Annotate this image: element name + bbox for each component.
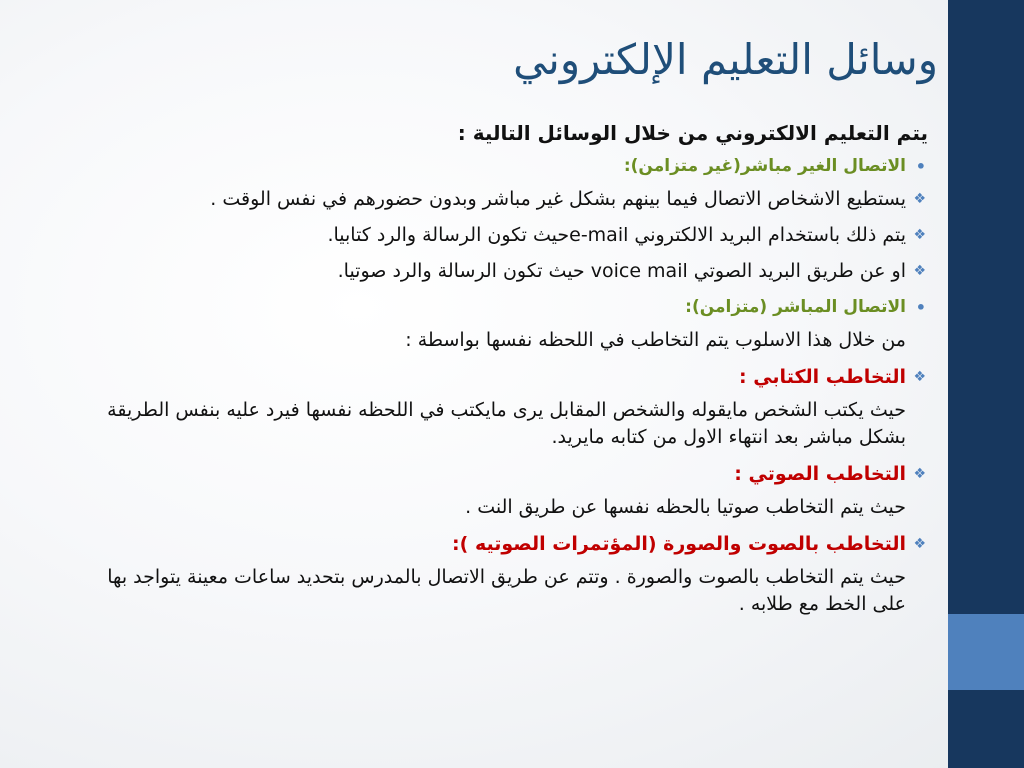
async-point-text: يستطيع الاشخاص الاتصال فيما بينهم بشكل غير مباشر وبدون حضورهم في نفس الوقت . bbox=[210, 188, 906, 210]
bullet-dot-icon: • bbox=[915, 298, 926, 317]
av-heading-label: التخاطب بالصوت والصورة (المؤتمرات الصوتيه ): bbox=[452, 533, 906, 555]
voice-text: حيث يتم التخاطب صوتيا بالحظه نفسها عن طريق النت . bbox=[465, 496, 906, 518]
async-point-text: او عن طريق البريد الصوتي voice mail حيث تكون الرسالة والرد صوتيا. bbox=[337, 260, 906, 282]
async-heading-label: الاتصال الغير مباشر(غير متزامن): bbox=[623, 156, 906, 176]
sync-heading bbox=[78, 294, 928, 321]
written-heading-label: التخاطب الكتابي : bbox=[738, 366, 906, 388]
diamond-bullet-icon: ❖ bbox=[913, 227, 926, 243]
av-heading bbox=[78, 531, 928, 558]
diamond-bullet-icon: ❖ bbox=[913, 191, 926, 207]
diamond-bullet-icon: ❖ bbox=[913, 263, 926, 279]
async-point bbox=[78, 222, 928, 249]
sidebar-accent-band bbox=[948, 614, 1024, 690]
async-point-text: يتم ذلك باستخدام البريد الالكتروني e-mailحيث تكون الرسالة والرد كتابيا. bbox=[327, 224, 906, 246]
diamond-bullet-icon: ❖ bbox=[913, 536, 926, 552]
sync-intro: من خلال هذا الاسلوب يتم التخاطب في اللحظه نفسها بواسطة : bbox=[405, 329, 906, 351]
async-point bbox=[78, 258, 928, 285]
async-point bbox=[78, 186, 928, 213]
slide-content bbox=[78, 120, 928, 628]
diamond-bullet-icon: ❖ bbox=[913, 369, 926, 385]
av-text: حيث يتم التخاطب بالصوت والصورة . وتتم عن طريق الاتصال بالمدرس بتحديد ساعات معينة يتواجد بها على الخط مع طلابه . bbox=[107, 566, 906, 615]
sync-heading-label: الاتصال المباشر (متزامن): bbox=[685, 297, 906, 317]
written-text: حيث يكتب الشخص مايقوله والشخص المقابل يرى مايكتب في اللحظه نفسها فيرد عليه بنفس الطريقة بشكل مباشر بعد انتهاء الاول من كتابه مايريد. bbox=[107, 399, 906, 448]
diamond-bullet-icon: ❖ bbox=[913, 466, 926, 482]
voice-heading-label: التخاطب الصوتي : bbox=[734, 463, 906, 485]
slide-sidebar bbox=[948, 0, 1024, 768]
async-heading bbox=[78, 153, 928, 180]
bullet-dot-icon: • bbox=[915, 157, 926, 176]
voice-heading bbox=[78, 461, 928, 488]
written-heading bbox=[78, 364, 928, 391]
intro-text: يتم التعليم الالكتروني من خلال الوسائل التالية : bbox=[457, 121, 928, 145]
slide-title: وسائل التعليم الإلكتروني bbox=[513, 35, 938, 84]
